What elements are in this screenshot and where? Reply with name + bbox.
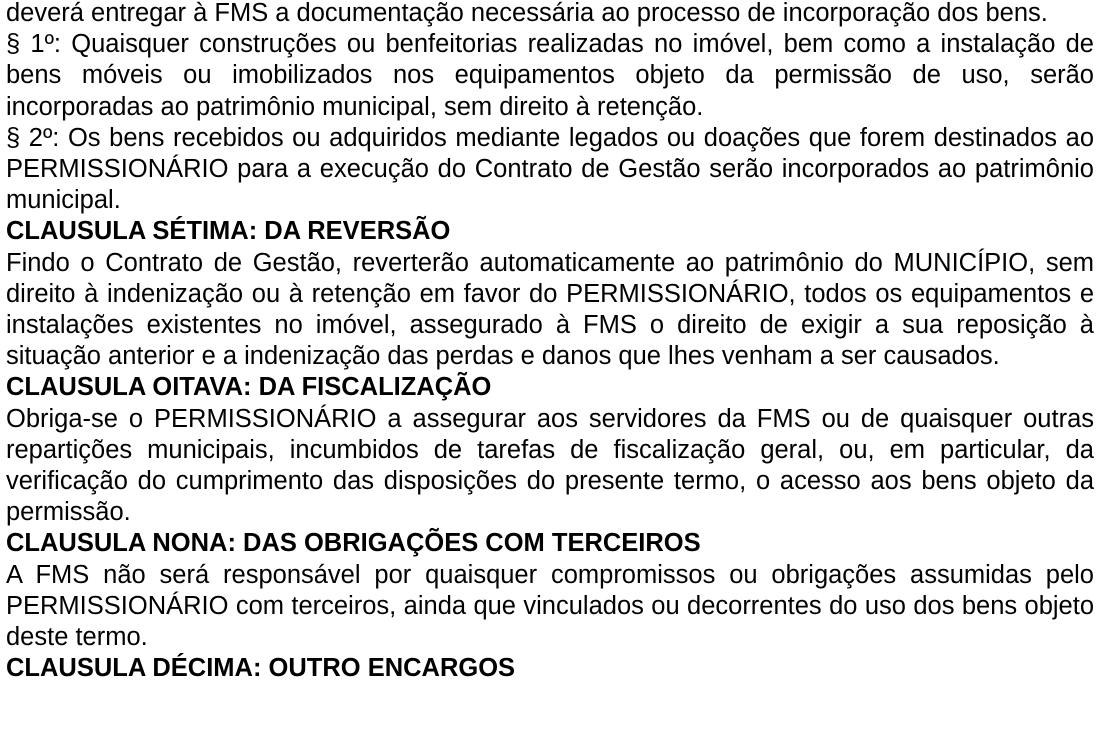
heading-clausula-oitava: CLAUSULA OITAVA: DA FISCALIZAÇÃO (6, 373, 492, 402)
heading-clausula-setima: CLAUSULA SÉTIMA: DA REVERSÃO (6, 217, 451, 246)
heading-clausula-nona: CLAUSULA NONA: DAS OBRIGAÇÕES COM TERCEIROS (6, 529, 701, 558)
clausula-setima-text: Findo o Contrato de Gestão, reverterão automaticamente ao patrimônio do MUNICÍPIO, sem direito à indenização ou à retenção em favor do PERMISSIONÁRIO, todos os equipamentos e instalações existentes no imóvel, assegurado à FMS o direito de exigir a sua reposição à situação anterior e a indenização das perdas e danos que lhes venham a ser causados. (6, 248, 1094, 371)
heading-clausula-decima: CLAUSULA DÉCIMA: OUTRO ENCARGOS (6, 654, 516, 683)
intro-paragraph: deverá entregar à FMS a documentação necessária ao processo de incorporação dos bens. (6, 0, 1048, 27)
clausula-nona-text: A FMS não será responsável por quaisquer compromissos ou obrigações assumidas pelo PERMISSIONÁRIO com terceiros, ainda que vinculados ou decorrentes do uso dos bens objeto deste termo. (6, 560, 1094, 652)
paragraph-2: § 2º: Os bens recebidos ou adquiridos mediante legados ou doações que forem destinados ao PERMISSIONÁRIO para a execução do Contrato de Gestão serão incorporados ao patrimônio municipal. (6, 123, 1094, 215)
clausula-oitava-text: Obriga-se o PERMISSIONÁRIO a assegurar aos servidores da FMS ou de quaisquer outras repartições municipais, incumbidos de tarefas de fiscalização geral, ou, em particular, da verificação do cumprimento das disposições do presente termo, o acesso aos bens objeto da permissão. (6, 404, 1094, 527)
paragraph-1: § 1º: Quaisquer construções ou benfeitorias realizadas no imóvel, bem como a instalação de bens móveis ou imobilizados nos equipamentos objeto da permissão de uso, serão incorporadas ao patrimônio municipal, sem direito à retenção. (6, 30, 1094, 121)
